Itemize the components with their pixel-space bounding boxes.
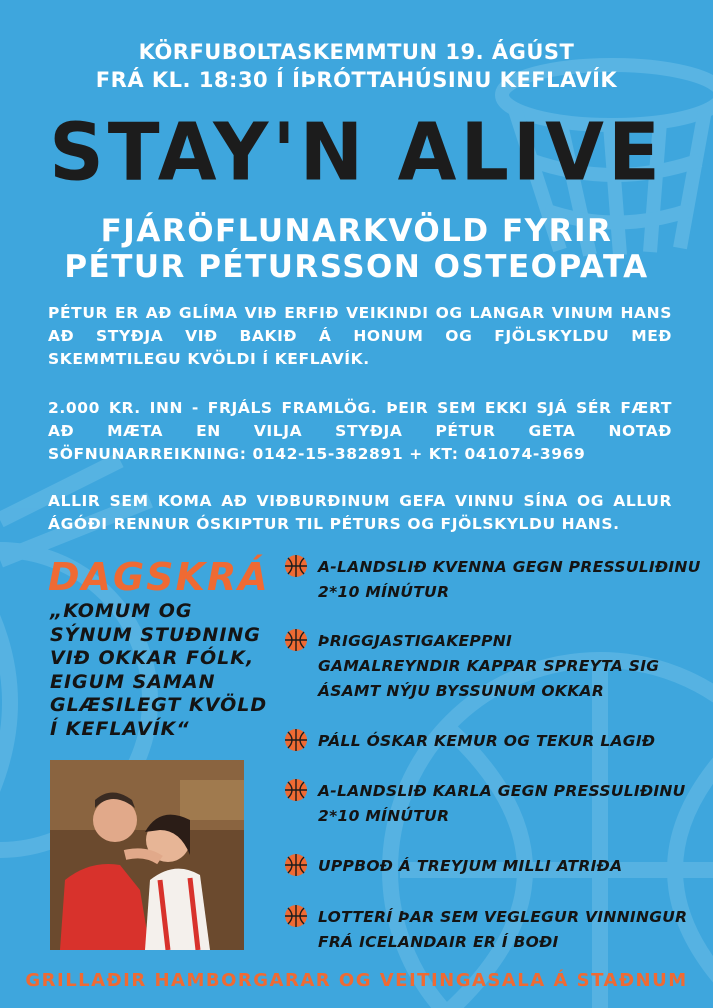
event-time-location: FRÁ KL. 18:30 Í ÍÞRÓTTAHÚSINU KEFLAVÍK: [95, 68, 618, 92]
schedule-title: DAGSKRÁ: [48, 555, 270, 599]
schedule-item: PÁLL ÓSKAR KEMUR OG TEKUR LAGIÐ: [284, 729, 704, 754]
poster-title: STAY'N ALIVE: [49, 104, 664, 199]
schedule-quote: „KOMUM OG SÝNUM STUÐNING VIÐ OKKAR FÓLK, EIGUM SAMAN GLÆSILEGT KVÖLD Í KEFLAVÍK“: [50, 600, 268, 740]
basketball-icon: [284, 853, 308, 877]
event-header: [0, 38, 713, 94]
subtitle-line-2: PÉTUR PÉTURSSON OSTEOPATA: [64, 249, 649, 285]
schedule-item: ÞRIGGJASTIGAKEPPNI GAMALREYNDIR KAPPAR SPREYTA SIG ÁSAMT NÝJU BYSSUNUM OKKAR: [284, 629, 704, 704]
schedule-item: A-LANDSLIÐ KVENNA GEGN PRESSULIÐINU 2*10 MÍNÚTUR: [284, 555, 704, 605]
intro-paragraph: PÉTUR ER AÐ GLÍMA VIÐ ERFIÐ VEIKINDI OG LANGAR VINUM HANS AÐ STYÐJA VIÐ BAKIÐ Á HONUM OG FJÖLSKYLDU MEÐ SKEMMTILEGU KVÖLDI Í KEFLAVÍK.: [48, 304, 672, 368]
schedule-item: LOTTERÍ ÞAR SEM VEGLEGUR VINNINGUR FRÁ ICELANDAIR ER Í BOÐI: [284, 905, 704, 955]
schedule-item: UPPBOÐ Á TREYJUM MILLI ATRIÐA: [284, 854, 704, 879]
poster-subtitle: [0, 213, 713, 285]
schedule-item: A-LANDSLIÐ KARLA GEGN PRESSULIÐINU 2*10 MÍNÚTUR: [284, 779, 704, 829]
donation-paragraph: 2.000 KR. INN - FRJÁLS FRAMLÖG. ÞEIR SEM EKKI SJÁ SÉR FÆRT AÐ MÆTA EN VILJA STYÐJA PÉTUR GETA NOTAÐ SÖFNUNARREIKNING: 0142-15-382891 + KT: 041074-3969: [48, 399, 672, 463]
basketball-icon: [284, 904, 308, 928]
subtitle-line-1: FJÁRÖFLUNARKVÖLD FYRIR: [100, 213, 613, 249]
basketball-icon: [284, 778, 308, 802]
volunteer-paragraph: ALLIR SEM KOMA AÐ VIÐBURÐINUM GEFA VINNU SÍNA OG ALLUR ÁGÓÐI RENNUR ÓSKIPTUR TIL PÉTURS OG FJÖLSKYLDU HANS.: [48, 492, 672, 533]
basketball-icon: [284, 628, 308, 652]
event-photo: [50, 760, 244, 950]
basketball-icon: [284, 554, 308, 578]
event-date: KÖRFUBOLTASKEMMTUN 19. ÁGÚST: [138, 40, 575, 64]
basketball-icon: [284, 728, 308, 752]
poster-footer: GRILLAÐIR HAMBORGARAR OG VEITINGASALA Á STAÐNUM: [25, 970, 688, 991]
